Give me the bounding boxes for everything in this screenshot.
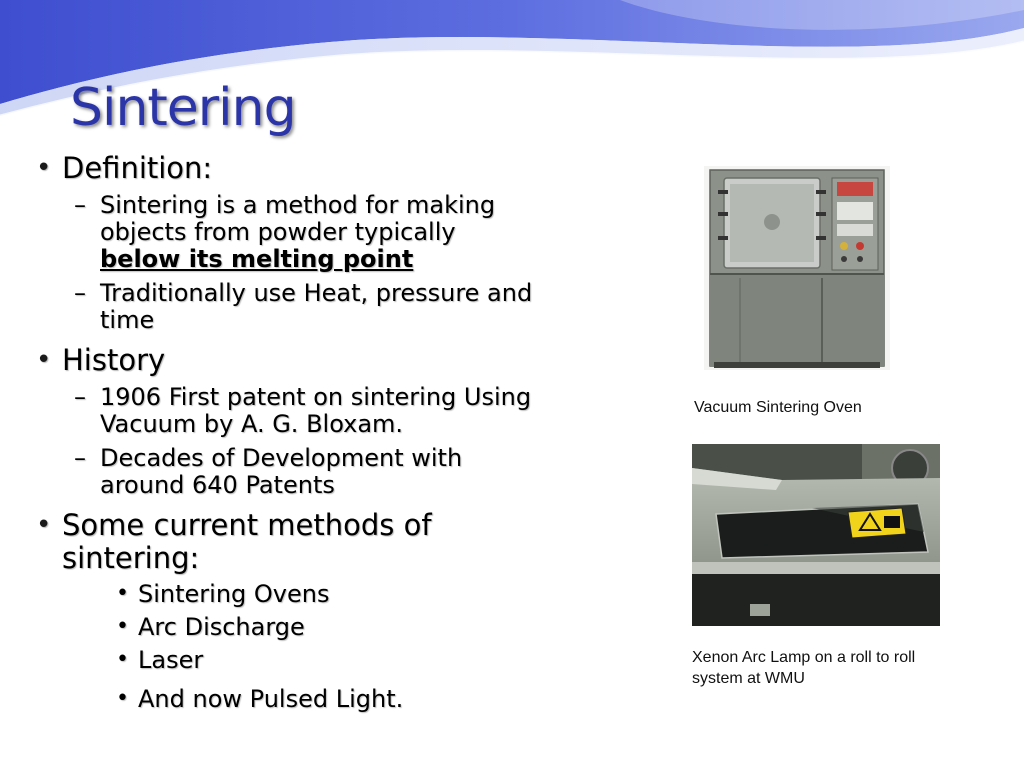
definition-item: – Traditionally use Heat, pressure and time <box>74 279 533 334</box>
methods-heading: • Some current methods of sintering: <box>36 508 432 575</box>
history-heading: • History <box>36 343 166 377</box>
bullet-icon: • <box>36 153 52 183</box>
bullet-content <box>34 152 534 713</box>
lamp-caption: Xenon Arc Lamp on a roll to roll system at WMU <box>692 649 916 687</box>
method-item: • And now Pulsed Light. <box>116 685 404 713</box>
xenon-lamp-photo <box>692 444 940 626</box>
vacuum-oven-photo <box>704 166 890 370</box>
history-item: – 1906 First patent on sintering Using Vacuum by A. G. Bloxam. <box>74 383 532 438</box>
bullet-icon: • <box>36 345 52 375</box>
history-item: – Decades of Development with around 640 Patents <box>74 444 463 499</box>
bullet-icon: • <box>116 614 129 639</box>
oven-caption: Vacuum Sintering Oven <box>694 399 862 416</box>
method-item: • Sintering Ovens <box>116 580 330 608</box>
method-item: • Arc Discharge <box>116 613 305 641</box>
emphasis-text: below its melting point <box>100 245 414 273</box>
dash-icon: – <box>74 191 86 219</box>
bullet-icon: • <box>36 510 52 540</box>
definition-heading: • Definition: <box>36 151 213 185</box>
definition-item: – Sintering is a method for making objects from powder typically below its melting point <box>74 191 496 273</box>
dash-icon: – <box>74 383 86 411</box>
bullet-icon: • <box>116 581 129 606</box>
bullet-icon: • <box>116 686 129 711</box>
dash-icon: – <box>74 444 86 472</box>
method-item: • Laser <box>116 646 204 674</box>
slide-title: Sintering <box>70 78 296 138</box>
dash-icon: – <box>74 279 86 307</box>
bullet-icon: • <box>116 647 129 672</box>
